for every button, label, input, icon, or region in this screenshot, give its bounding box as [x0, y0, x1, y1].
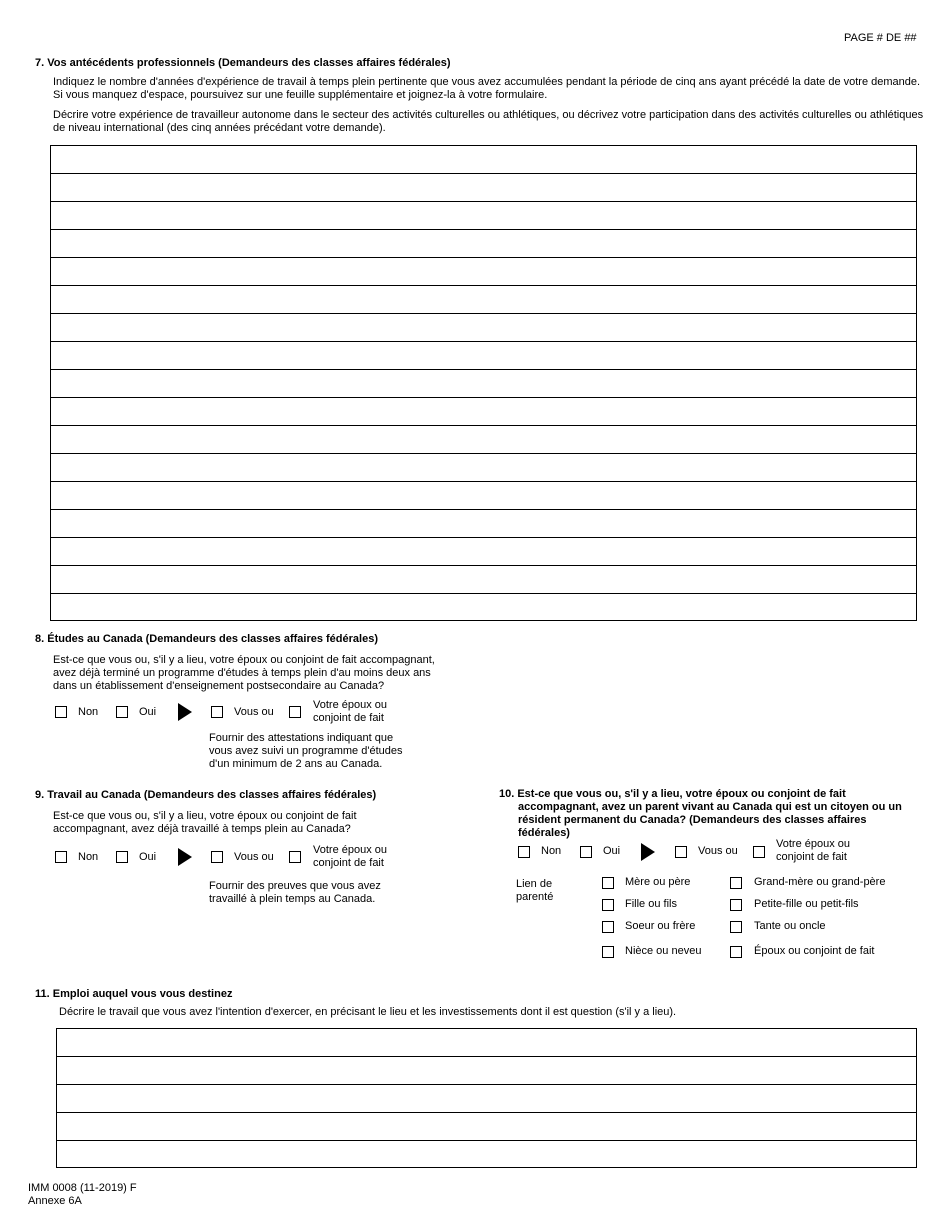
section-10-spouse-checkbox[interactable] — [753, 846, 765, 858]
section-9-vous-label: Vous ou — [234, 851, 274, 863]
relation-soeur-frere-checkbox[interactable] — [602, 921, 614, 933]
relation-grand-parent-label: Grand-mère ou grand-père — [754, 876, 886, 888]
section-10-spouse-label-line2: conjoint de fait — [776, 851, 847, 863]
section-8-spouse-label-line1: Votre époux ou — [313, 699, 388, 711]
section-10-lien-label-line2: parenté — [516, 891, 554, 903]
section-7-entry-line[interactable] — [51, 230, 916, 258]
section-7-entry-line[interactable] — [51, 426, 916, 454]
relation-epoux-label: Époux ou conjoint de fait — [754, 945, 875, 957]
section-7-para1-line1: Indiquez le nombre d'années d'expérience de travail à temps plein pertinente que vous avez accumulées pendant la période de cinq ans ayant précédé la date de votre demande. — [53, 76, 921, 88]
section-10-oui-checkbox[interactable] — [580, 846, 592, 858]
section-7-entry-line[interactable] — [51, 314, 916, 342]
section-7-entry-line[interactable] — [51, 258, 916, 286]
section-8-vous-checkbox[interactable] — [211, 706, 223, 718]
section-10-vous-checkbox[interactable] — [675, 846, 687, 858]
section-9-spouse-label-line1: Votre époux ou — [313, 844, 388, 856]
section-10-oui-label: Oui — [603, 845, 621, 857]
section-10-vous-label: Vous ou — [698, 845, 738, 857]
relation-petit-enfant-checkbox[interactable] — [730, 899, 742, 911]
section-9-non-label: Non — [78, 851, 99, 863]
relation-petit-enfant-label: Petite-fille ou petit-fils — [754, 898, 859, 910]
annex-label: Annexe 6A — [28, 1195, 82, 1207]
section-11-description: Décrire le travail que vous avez l'intention d'exercer, en précisant le lieu et les investissements dont il est question (s'il y a lieu). — [59, 1006, 677, 1018]
section-7-para2-line1: Décrire votre expérience de travailleur autonome dans le secteur des activités culturelles ou athlétiques, ou décrivez votre participation dans des activités culturelles ou athlétiques — [53, 109, 924, 121]
section-8-non-label: Non — [78, 706, 99, 718]
section-7-entry-line[interactable] — [51, 146, 916, 174]
section-7-entry-line[interactable] — [51, 510, 916, 538]
section-9-oui-label: Oui — [139, 851, 157, 863]
page-number: PAGE # DE ## — [844, 32, 917, 44]
section-9-title: 9. Travail au Canada (Demandeurs des classes affaires fédérales) — [35, 789, 377, 801]
relation-niece-neveu-checkbox[interactable] — [602, 946, 614, 958]
section-7-entry-line[interactable] — [51, 286, 916, 314]
section-10-lien-label-line1: Lien de — [516, 878, 553, 890]
relation-soeur-frere-label: Soeur ou frère — [625, 920, 696, 932]
section-11-entry-line[interactable] — [57, 1057, 916, 1085]
relation-fille-fils-label: Fille ou fils — [625, 898, 677, 910]
relation-mere-pere-checkbox[interactable] — [602, 877, 614, 889]
section-8-note-line2: vous avez suivi un programme d'études — [209, 745, 403, 757]
section-8-question-line3: dans un établissement d'enseignement postsecondaire au Canada? — [53, 680, 385, 692]
section-8-title: 8. Études au Canada (Demandeurs des classes affaires fédérales) — [35, 633, 378, 645]
section-8-spouse-label-line2: conjoint de fait — [313, 712, 384, 724]
section-7-entry-line[interactable] — [51, 594, 916, 622]
section-8-oui-label: Oui — [139, 706, 157, 718]
section-11-entry-line[interactable] — [57, 1029, 916, 1057]
section-7-entry-line[interactable] — [51, 482, 916, 510]
section-10-non-label: Non — [541, 845, 562, 857]
section-10-title-line1: 10. Est-ce que vous ou, s'il y a lieu, votre époux ou conjoint de fait — [499, 788, 846, 800]
relation-tante-oncle-checkbox[interactable] — [730, 921, 742, 933]
section-9-note-line2: travaillé à plein temps au Canada. — [209, 893, 376, 905]
section-7-title: 7. Vos antécédents professionnels (Demandeurs des classes affaires fédérales) — [35, 57, 451, 69]
section-11-entry-line[interactable] — [57, 1141, 916, 1167]
section-9-arrow-icon — [178, 848, 192, 866]
section-7-entry-line[interactable] — [51, 370, 916, 398]
section-9-vous-checkbox[interactable] — [211, 851, 223, 863]
section-10-title-line2: accompagnant, avez un parent vivant au Canada qui est un citoyen ou un — [518, 801, 902, 813]
section-7-para1-line2: Si vous manquez d'espace, poursuivez sur une feuille supplémentaire et joignez-la à votre formulaire. — [53, 89, 548, 101]
relation-epoux-checkbox[interactable] — [730, 946, 742, 958]
section-9-spouse-checkbox[interactable] — [289, 851, 301, 863]
section-8-question-line2: avez déjà terminé un programme d'études à temps plein d'au moins deux ans — [53, 667, 431, 679]
section-11-entry-grid — [56, 1028, 917, 1168]
section-7-entry-line[interactable] — [51, 342, 916, 370]
section-10-title-line3: résident permanent du Canada? (Demandeurs des classes affaires — [518, 814, 867, 826]
section-7-para2-line2: de niveau international (des cinq années précédant votre demande). — [53, 122, 386, 134]
section-9-question-line1: Est-ce que vous ou, s'il y a lieu, votre époux ou conjoint de fait — [53, 810, 357, 822]
section-7-entry-line[interactable] — [51, 566, 916, 594]
section-7-entry-line[interactable] — [51, 174, 916, 202]
section-11-entry-line[interactable] — [57, 1113, 916, 1141]
section-7-entry-line[interactable] — [51, 202, 916, 230]
section-8-question-line1: Est-ce que vous ou, s'il y a lieu, votre époux ou conjoint de fait accompagnant, — [53, 654, 435, 666]
section-9-spouse-label-line2: conjoint de fait — [313, 857, 384, 869]
relation-fille-fils-checkbox[interactable] — [602, 899, 614, 911]
section-8-oui-checkbox[interactable] — [116, 706, 128, 718]
section-9-note-line1: Fournir des preuves que vous avez — [209, 880, 381, 892]
section-10-title-line4: fédérales) — [518, 827, 570, 839]
section-7-entry-grid — [50, 145, 917, 621]
section-8-arrow-icon — [178, 703, 192, 721]
section-9-oui-checkbox[interactable] — [116, 851, 128, 863]
section-8-non-checkbox[interactable] — [55, 706, 67, 718]
section-8-vous-label: Vous ou — [234, 706, 274, 718]
section-7-entry-line[interactable] — [51, 454, 916, 482]
relation-tante-oncle-label: Tante ou oncle — [754, 920, 826, 932]
section-7-entry-line[interactable] — [51, 398, 916, 426]
section-11-title: 11. Emploi auquel vous vous destinez — [35, 988, 233, 1000]
section-11-entry-line[interactable] — [57, 1085, 916, 1113]
relation-grand-parent-checkbox[interactable] — [730, 877, 742, 889]
section-7-entry-line[interactable] — [51, 538, 916, 566]
section-10-spouse-label-line1: Votre époux ou — [776, 838, 851, 850]
section-8-spouse-checkbox[interactable] — [289, 706, 301, 718]
section-9-non-checkbox[interactable] — [55, 851, 67, 863]
section-9-question-line2: accompagnant, avez déjà travaillé à temps plein au Canada? — [53, 823, 351, 835]
relation-niece-neveu-label: Nièce ou neveu — [625, 945, 702, 957]
relation-mere-pere-label: Mère ou père — [625, 876, 691, 888]
form-id: IMM 0008 (11-2019) F — [28, 1182, 137, 1194]
section-8-note-line1: Fournir des attestations indiquant que — [209, 732, 394, 744]
section-10-arrow-icon — [641, 843, 655, 861]
section-10-non-checkbox[interactable] — [518, 846, 530, 858]
section-8-note-line3: d'un minimum de 2 ans au Canada. — [209, 758, 383, 770]
